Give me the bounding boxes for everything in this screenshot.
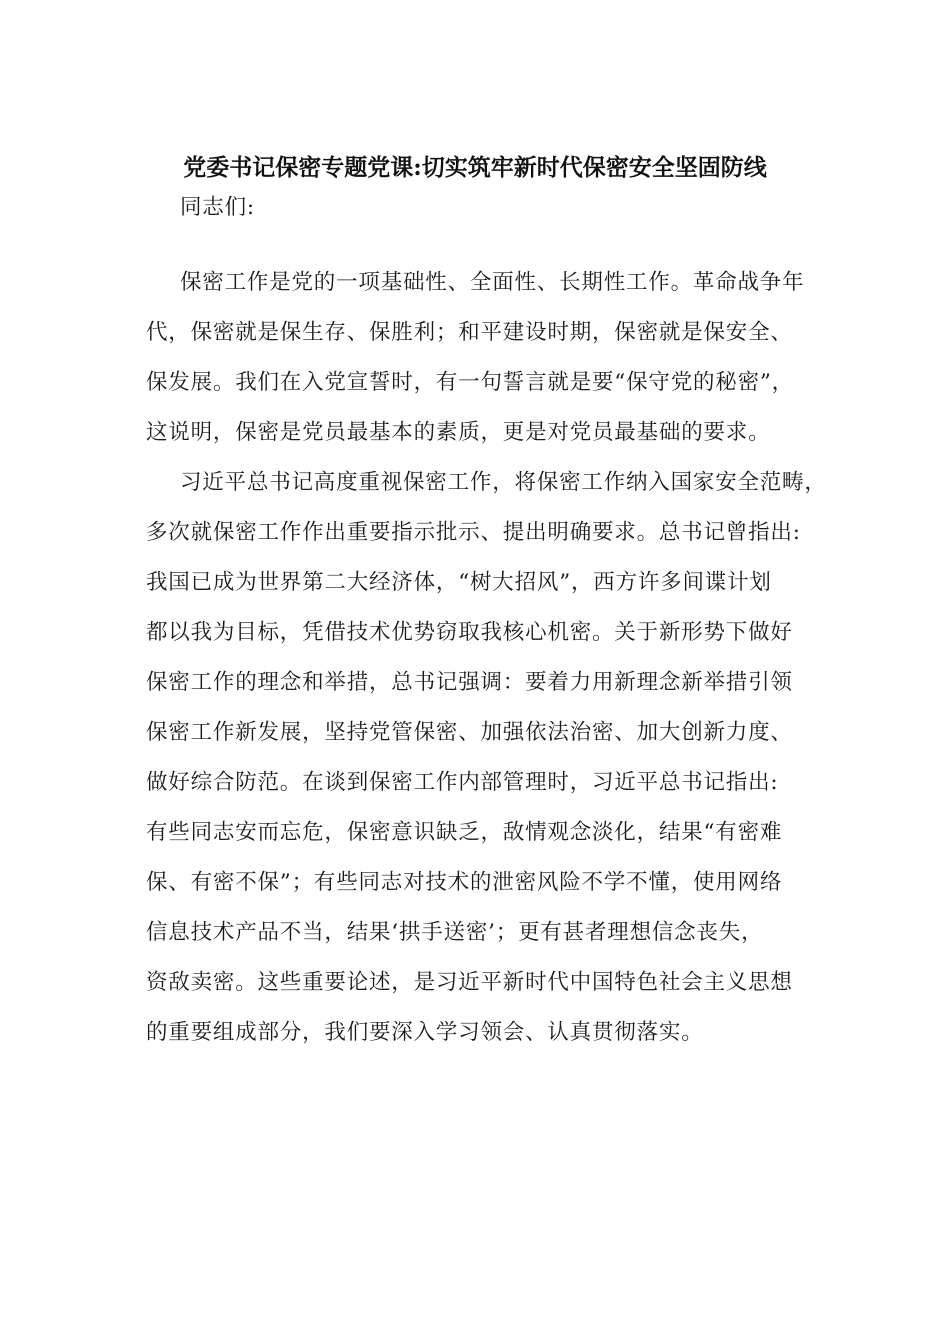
paragraph-2-line-8: 有些同志安而忘危，保密意识缺乏，敌情观念淡化，结果“有密难 xyxy=(146,820,783,845)
paragraph-2-line-9: 保、有密不保”；有些同志对技术的泄密风险不学不懂，使用网络 xyxy=(146,870,783,895)
paragraph-1-line-4: 这说明，保密是党员最基本的素质，更是对党员最基础的要求。 xyxy=(146,420,771,445)
paragraph-2-line-4: 都以我为目标，凭借技术优势窃取我核心机密。关于新形势下做好 xyxy=(146,620,793,645)
salutation: 同志们: xyxy=(180,195,255,220)
paragraph-1-line-1: 保密工作是党的一项基础性、全面性、长期性工作。革命战争年 xyxy=(180,270,805,295)
paragraph-1-line-2: 代，保密就是保生存、保胜利；和平建设时期，保密就是保安全、 xyxy=(146,320,793,345)
paragraph-2-line-1: 习近平总书记高度重视保密工作，将保密工作纳入国家安全范畴， xyxy=(180,470,827,495)
paragraph-2-line-2: 多次就保密工作作出重要指示批示、提出明确要求。总书记曾指出: xyxy=(146,520,801,545)
paragraph-2-line-12: 的重要组成部分，我们要深入学习领会、认真贯彻落实。 xyxy=(146,1020,704,1045)
paragraph-1-line-3: 保发展。我们在入党宣誓时，有一句誓言就是要“保守党的秘密”， xyxy=(146,370,794,395)
paragraph-2-line-11: 资敌卖密。这些重要论述，是习近平新时代中国特色社会主义思想 xyxy=(146,970,793,995)
paragraph-2-line-5: 保密工作的理念和举措，总书记强调：要着力用新理念新举措引领 xyxy=(146,670,793,695)
paragraph-2-line-3: 我国已成为世界第二大经济体，“树大招风”，西方许多间谍计划 xyxy=(146,570,772,595)
paragraph-2-line-7: 做好综合防范。在谈到保密工作内部管理时，习近平总书记指出: xyxy=(146,770,779,795)
paragraph-2-line-6: 保密工作新发展，坚持党管保密、加强依法治密、加大创新力度、 xyxy=(146,720,793,745)
document-title: 党委书记保密专题党课:切实筑牢新时代保密安全坚固防线 xyxy=(183,154,767,181)
paragraph-2-line-10: 信息技术产品不当，结果‘拱手送密’；更有甚者理想信念丧失， xyxy=(146,920,764,945)
